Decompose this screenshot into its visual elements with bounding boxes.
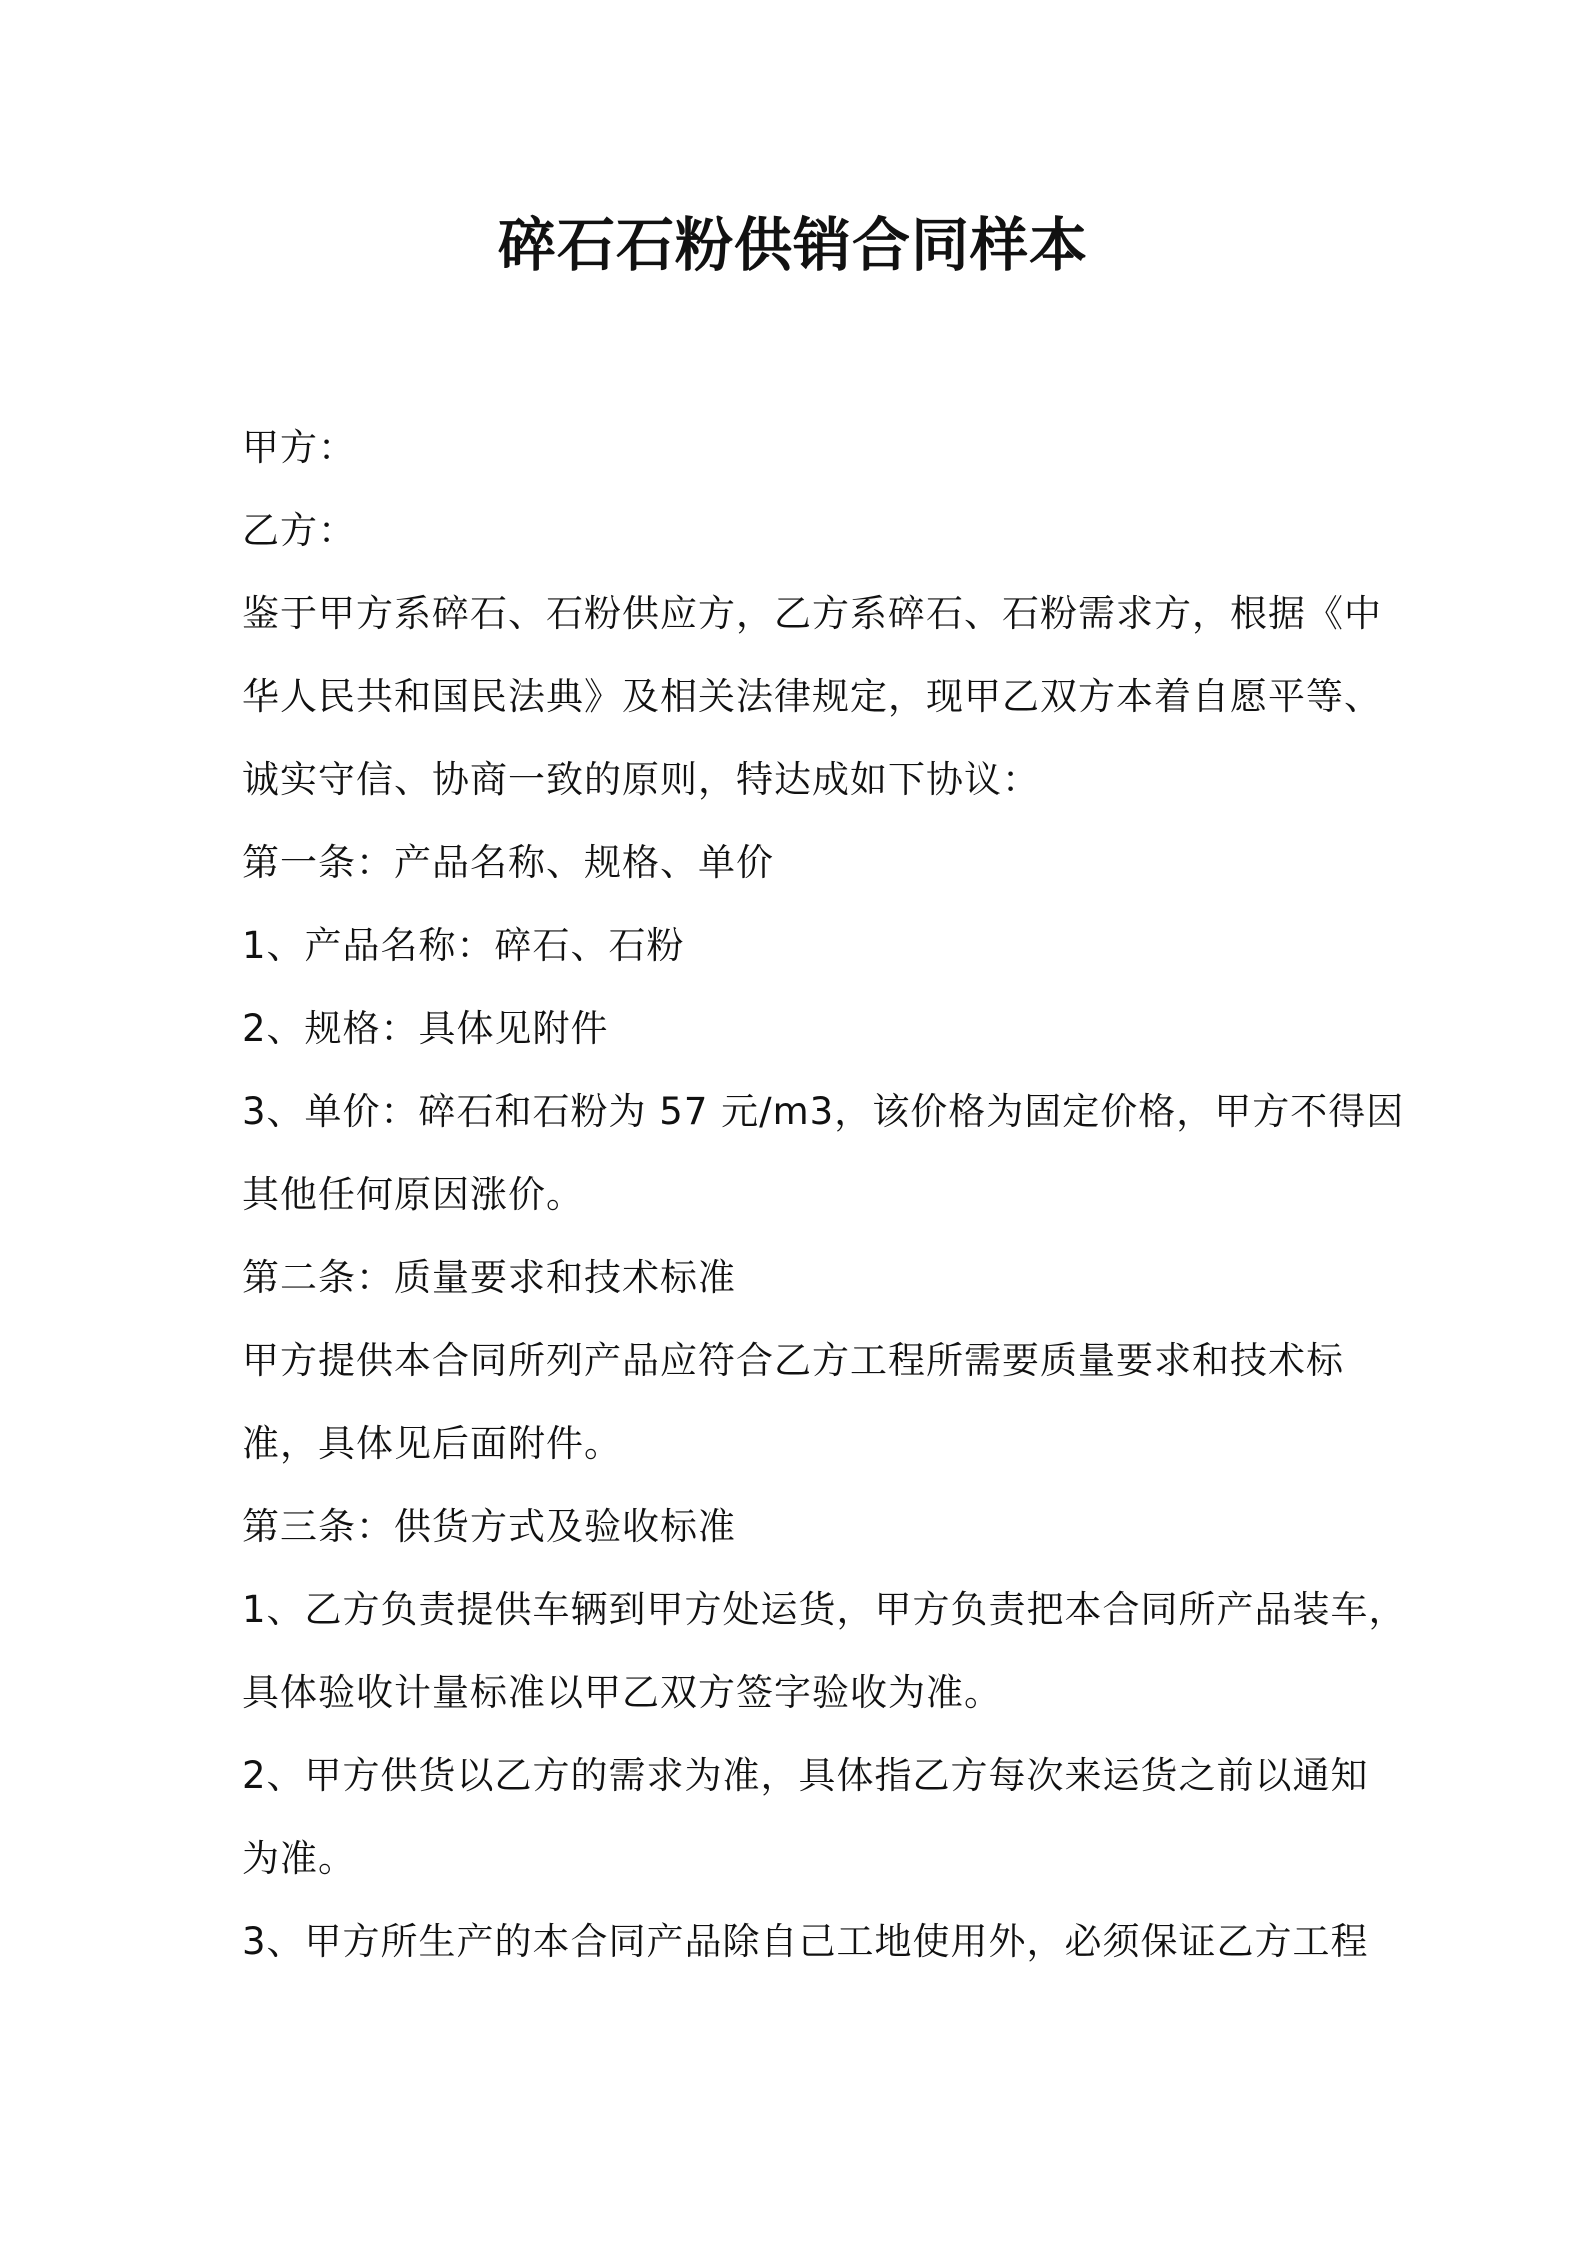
article-3-item-2-line-2: 为准。 [242,1837,356,1880]
article-1-item-2: 2、规格：具体见附件 [242,1007,609,1050]
article-1-item-3-line-1: 3、单价：碎石和石粉为 57 元/m3，该价格为固定价格，甲方不得因 [242,1090,1405,1133]
article-2-text-line-1: 甲方提供本合同所列产品应符合乙方工程所需要质量要求和技术标 [242,1339,1344,1382]
article-2-text-line-2: 准，具体见后面附件。 [242,1422,622,1465]
article-3-item-1-line-2: 具体验收计量标准以甲乙双方签字验收为准。 [242,1671,1002,1714]
preamble-line-3: 诚实守信、协商一致的原则，特达成如下协议： [242,758,1040,801]
article-1-item-1: 1、产品名称：碎石、石粉 [242,924,685,967]
article-2-heading: 第二条：质量要求和技术标准 [242,1256,736,1299]
party-b-line: 乙方： [242,509,356,552]
preamble-line-2: 华人民共和国民法典》及相关法律规定，现甲乙双方本着自愿平等、 [242,675,1382,718]
article-1-item-3-line-2: 其他任何原因涨价。 [242,1173,584,1216]
article-3-item-2-line-1: 2、甲方供货以乙方的需求为准，具体指乙方每次来运货之前以通知 [242,1754,1369,1797]
article-3-heading: 第三条：供货方式及验收标准 [242,1505,736,1548]
document-body [242,406,1407,1983]
document-title: 碎石石粉供销合同样本 [497,211,1088,279]
party-a-line: 甲方： [242,426,356,469]
article-3-item-1-line-1: 1、乙方负责提供车辆到甲方处运货，甲方负责把本合同所产品装车， [242,1588,1407,1631]
article-1-heading: 第一条：产品名称、规格、单价 [242,841,774,884]
preamble-line-1: 鉴于甲方系碎石、石粉供应方，乙方系碎石、石粉需求方，根据《中 [242,592,1382,635]
article-3-item-3-line-1: 3、甲方所生产的本合同产品除自己工地使用外，必须保证乙方工程 [242,1920,1369,1963]
